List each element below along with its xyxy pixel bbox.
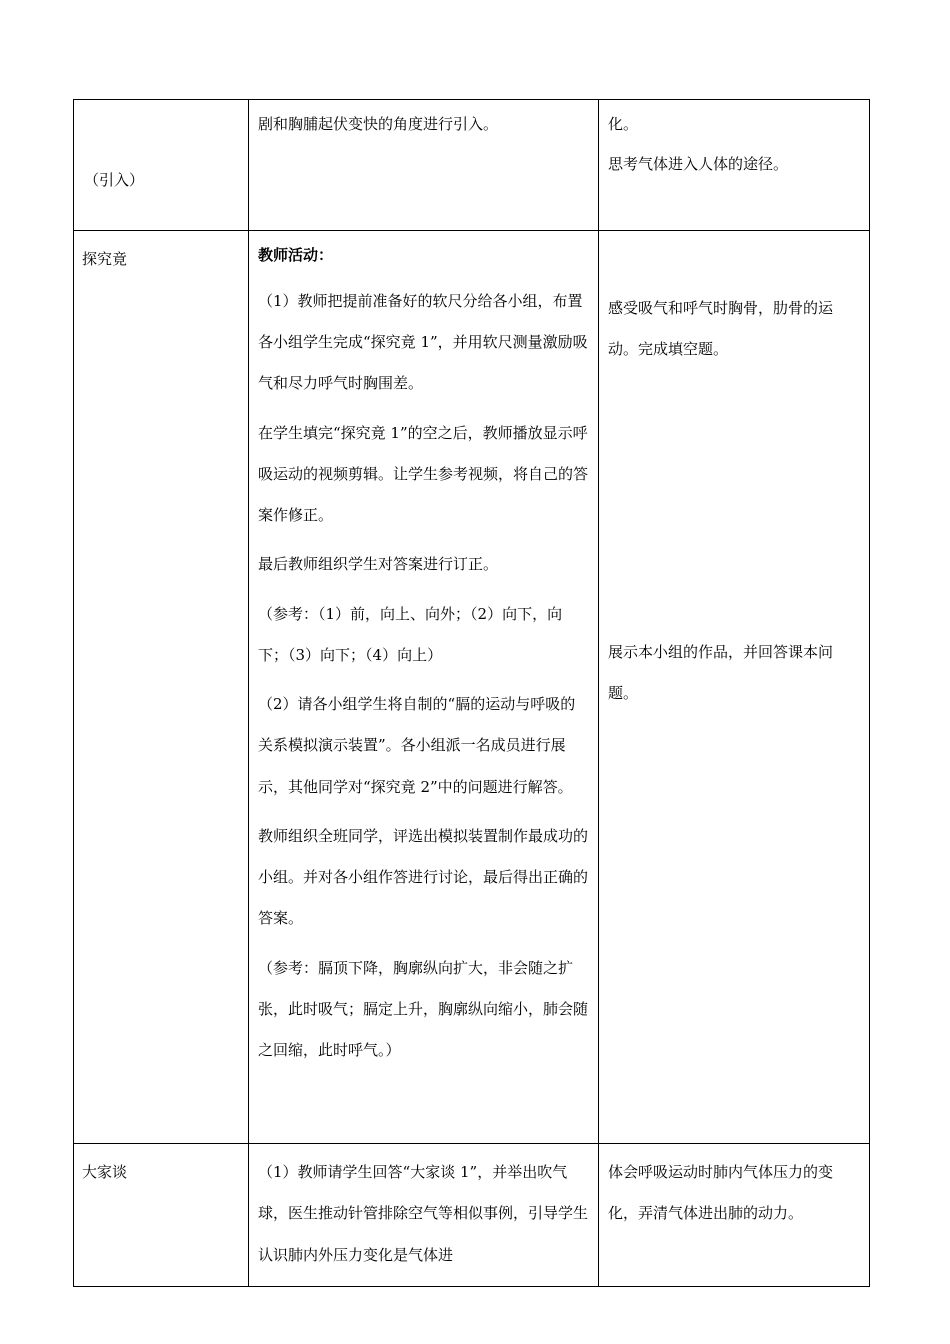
teacher-paragraph: 最后教师组织学生对答案进行订正。 [258, 555, 499, 574]
stage-label-cell [74, 231, 249, 1144]
table-row [74, 231, 870, 1144]
student-paragraph: 体会呼吸运动时肺内气体压力的变化，弄清气体进出肺的动力。 [608, 1163, 834, 1223]
teacher-activity-heading: 教师活动： [258, 246, 334, 264]
student-paragraph: 化。 [608, 115, 639, 133]
table-row [74, 1144, 870, 1287]
teacher-paragraph: 在学生填完“探究竟 1”的空之后，教师播放显示呼吸运动的视频剪辑。让学生参考视频，将自己的答案作修正。 [258, 423, 589, 524]
student-activity-cell [599, 1144, 870, 1287]
student-activity-cell [599, 100, 870, 231]
teacher-paragraph: 剧和胸脯起伏变快的角度进行引入。 [258, 115, 499, 133]
stage-label: 大家谈 [82, 1163, 128, 1181]
teacher-paragraph: （1）教师请学生回答“大家谈 1”，并举出吹气球，医生推动针管排除空气等相似事例，引导学生认识肺内外压力变化是气体进 [258, 1163, 589, 1264]
teacher-paragraph: （2）请各小组学生将自制的“膈的运动与呼吸的关系模拟演示装置”。各小组派一名成员进行展示，其他同学对“探究竟 2”中的问题进行解答。 [258, 695, 576, 796]
stage-label: （引入） [84, 171, 145, 189]
teacher-paragraph: 教师组织全班同学，评选出模拟装置制作最成功的小组。并对各小组作答进行讨论，最后得出正确的答案。 [258, 826, 589, 928]
stage-label: 探究竟 [82, 250, 128, 268]
teacher-paragraph: （参考：膈顶下降，胸廓纵向扩大，非会随之扩张，此时吸气；膈定上升，胸廓纵向缩小，肺会随之回缩，此时呼气。） [258, 958, 589, 1059]
lesson-plan-table [73, 99, 870, 1287]
teacher-paragraph: （1）教师把提前准备好的软尺分给各小组，布置各小组学生完成“探究竟 1”，并用软尺测量激励吸气和尽力呼气时胸围差。 [258, 291, 588, 393]
teacher-paragraph: （参考：（1）前，向上、向外；（2）向下，向下；（3）向下；（4）向上） [258, 604, 563, 664]
student-paragraph: 感受吸气和呼气时胸骨，肋骨的运动。完成填空题。 [608, 299, 834, 359]
teacher-activity-cell [249, 231, 599, 1144]
teacher-activity-cell [249, 1144, 599, 1287]
student-paragraph: 思考气体进入人体的途径。 [608, 154, 789, 173]
student-paragraph: 展示本小组的作品，并回答课本问题。 [608, 643, 834, 703]
student-activity-cell [599, 231, 870, 1144]
table-row [74, 100, 870, 231]
teacher-activity-cell [249, 100, 599, 231]
stage-label-cell [74, 1144, 249, 1287]
stage-label-cell [74, 100, 249, 231]
